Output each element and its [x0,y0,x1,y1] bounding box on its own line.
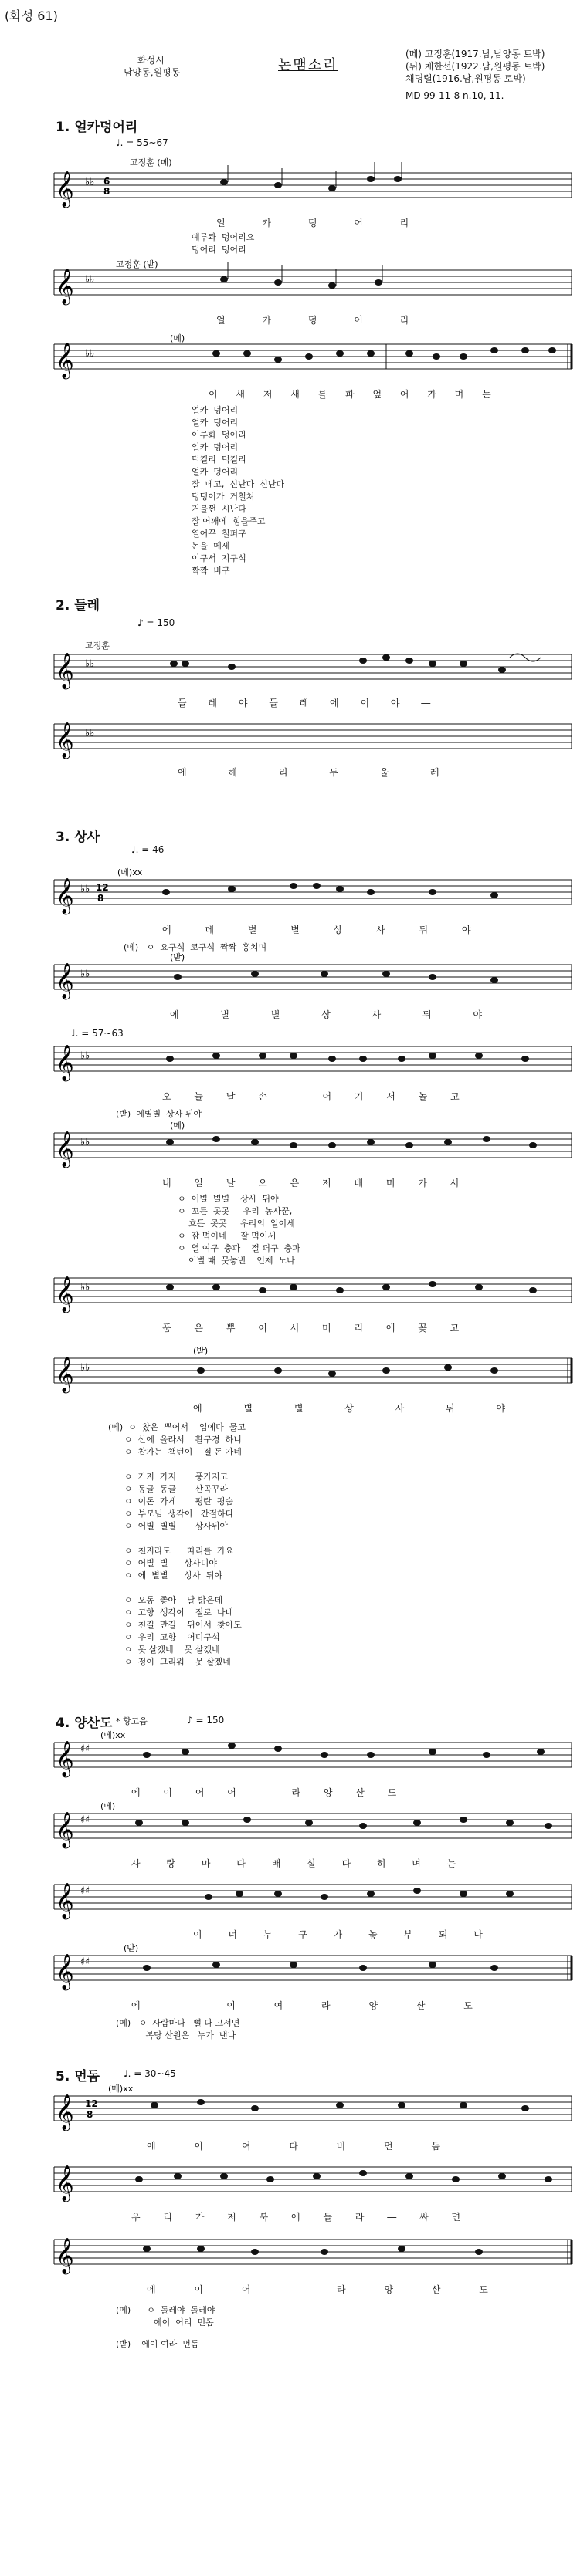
staff-3c [0,1039,587,1085]
svg-text:𝄞: 𝄞 [56,1954,74,1989]
svg-text:𝄞: 𝄞 [56,171,74,207]
svg-text:♯♯: ♯♯ [80,1956,90,1968]
song-4-lyric-2: 사 랑 마 다 배 실 다 히 며 는 [131,1858,456,1869]
song-2-lyric-2: 에 헤 리 두 울 레 [178,767,439,778]
song-1-verse-b: 얼카 덩어리 얼카 덩어리 어루화 덩어리 얼카 덩어리 덕컬리 덕컬리 얼카 덩어리 잘 메고, 신난다 신난다 덩덩이가 거철쳐 거불쩐 시난다 잘 어깨에 힘을주고 열어꾸 철퍼구 논을 메세 이구서 지구석 짝짝 비구 [192,405,285,576]
staff-3f [0,1346,587,1397]
staff-5c [0,2232,587,2278]
svg-text:(받): (받) [193,1346,209,1356]
svg-text:𝄞: 𝄞 [56,1741,74,1776]
staff-1c [0,333,587,383]
svg-text:𝄞: 𝄞 [56,2238,74,2273]
svg-text:𝄞: 𝄞 [56,1276,74,1312]
song-3-lyric-3: 오 늘 날 손 ― 어 기 서 놀 고 [162,1091,460,1102]
svg-text:𝄞: 𝄞 [56,1883,74,1918]
song-title: 논맴소리 [278,57,338,73]
svg-text:𝄞: 𝄞 [56,269,74,304]
svg-text:(메)xx: (메)xx [117,867,143,877]
performer-2: (뒤) 채한선(1922.남,원평동 토박) [405,61,545,72]
svg-text:𝄞: 𝄞 [56,1812,74,1847]
page-label: (화성 61) [5,8,58,23]
song-3-tempo: ♩. = 46 [131,844,165,855]
song-4-lyric-1: 에 이 어 어 ― 라 양 산 도 [131,1787,397,1798]
performer-1: (메) 고정훈(1917.남,남양동 토박) [405,49,545,59]
song-5-heading: 5. 먼돔 [56,2069,100,2084]
svg-text:𝄞: 𝄞 [56,722,74,758]
svg-text:𝄞: 𝄞 [56,1131,74,1167]
song-4-tempo: ♪ = 150 [187,1715,225,1726]
svg-text:(메): (메) [170,1121,185,1131]
svg-text:♯♯: ♯♯ [80,1743,90,1755]
svg-text:(메): (메) [170,333,185,343]
song-1-tempo: ♩. = 55~67 [116,137,168,148]
staff-5a [0,2084,587,2135]
svg-text:𝄞: 𝄞 [56,343,74,378]
svg-text:𝄞: 𝄞 [56,2094,74,2130]
svg-text:고정훈 (받): 고정훈 (받) [116,259,158,269]
svg-text:𝄞: 𝄞 [56,963,74,999]
song-3-lyric-6: 에 별 별 상 사 뒤 야 [193,1403,506,1414]
song-3-verse-a: ㅇ 어별 별별 상사 뒤야 ㅇ 꼬든 곳곳 우리 농사꾼, 흐든 곳곳 우리의 일이세 ㅇ 잠 먹이네 잘 먹이세 ㅇ 열 여구 충파 절 퍼구 충파 이벌 때 뭇놓빈 언제 노나 [178,1194,300,1266]
staff-1b [0,259,587,309]
song-3-interlude-1: (메) ㅇ 요구석 코구석 짝짝 홍치며 [124,942,267,952]
performer-3: 채명렬(1916.남,원평동 토박) [405,73,526,84]
svg-text:♭♭: ♭♭ [80,1050,90,1062]
staff-3b [0,952,587,1003]
svg-text:(받): (받) [170,952,185,962]
record-id: MD 99-11-8 n.10, 11. [405,90,504,101]
header-region: 화성시 [137,55,165,66]
staff-5b [0,2159,587,2206]
svg-text:♭♭: ♭♭ [80,884,90,895]
svg-text:(메)xx: (메)xx [108,2084,134,2094]
svg-text:8: 8 [97,893,104,904]
song-5-lyric-2: 우 리 가 저 북 에 들 라 ― 싸 면 [131,2212,461,2223]
svg-text:♭♭: ♭♭ [80,969,90,980]
song-4-singer: * 황고음 [116,1716,148,1726]
svg-text:6: 6 [103,176,110,187]
song-1-lyric-3: 이 새 저 새 를 파 엎 어 가 며 는 [209,389,491,400]
svg-text:♭♭: ♭♭ [80,1282,90,1293]
staff-4d [0,1943,587,1994]
song-5-lyric-1: 에 이 여 다 비 먼 돔 [147,2141,441,2152]
svg-text:♭♭: ♭♭ [85,728,95,739]
svg-text:12: 12 [96,882,109,893]
staff-3e [0,1270,587,1317]
svg-text:♯♯: ♯♯ [80,1814,90,1826]
svg-text:𝄞: 𝄞 [56,878,74,914]
song-3-lyric-1: 에 데 별 별 상 사 뒤 야 [162,925,471,935]
song-1-lyric-1: 얼 카 덩 어 리 [216,218,409,228]
song-3-interlude-2: (받) 에별별 상사 뒤야 [116,1109,202,1119]
svg-text:♯♯: ♯♯ [80,1885,90,1897]
svg-text:♭♭: ♭♭ [85,177,95,188]
staff-4a [0,1730,587,1781]
svg-text:𝄞: 𝄞 [56,2165,74,2201]
song-4-heading: 4. 양산도 [56,1716,113,1731]
song-4-lyric-3: 이 너 누 구 가 놓 부 되 나 [193,1929,483,1940]
svg-text:8: 8 [87,2109,93,2120]
song-4-verse-a: (메) ㅇ 사람마다 뻘 다 고서면 복당 산원은 누가 낸나 [116,2018,240,2040]
song-3-lyric-2: 에 별 별 상 사 뒤 야 [170,1009,483,1020]
song-3-heading: 3. 상사 [56,830,100,845]
staff-2b [0,716,587,762]
staff-4b [0,1801,587,1852]
svg-text:12: 12 [85,2098,98,2109]
svg-text:𝄞: 𝄞 [56,653,74,688]
song-2-singer: 고정훈 [85,641,110,651]
song-3-lyric-4: 내 일 날 으 은 저 배 미 가 서 [162,1178,460,1188]
song-3-lyric-5: 품 은 뿌 어 서 머 리 에 꽂 고 [162,1323,460,1334]
svg-text:♭♭: ♭♭ [80,1362,90,1374]
song-1-singer: 고정훈 (메) [130,157,172,167]
staff-3d [0,1121,587,1171]
song-1-lyric-2: 얼 카 덩 어 리 [216,315,409,326]
svg-text:𝄞: 𝄞 [56,1357,74,1392]
svg-text:♭♭: ♭♭ [85,658,95,670]
svg-text:𝄞: 𝄞 [56,1045,74,1080]
song-5-lyric-3: 에 이 어 ― 라 양 산 도 [147,2284,488,2295]
song-3-verse-b: (메) ㅇ 찼은 뿌어서 입에다 물고 ㅇ 산에 올라서 활구경 하니 ㅇ 찹가는 책턴이 절 돈 가네 ㅇ 가지 가지 풍가지고 ㅇ 동글 동글 산곡꾸라 ㅇ 이돈 가게 평란 평숨 ㅇ 부모님 생각이 간절하다 ㅇ 어별 별별 상사뒤야 ㅇ 천지라도 따리를 가요 ㅇ 어별 별 상사디야 ㅇ 에 별별 상사 뒤야 ㅇ 오동 좋아 달 밝은데 ㅇ 고향 생각이 절로 나네 ㅇ 천길 만길 뒤어서 찾아도 ㅇ 우리 고향 어디구석 ㅇ 못 살겠네 못 살겠네 ㅇ 정이 그리워 못 살겠네 [108,1422,246,1667]
song-1-heading: 1. 얼카덩어리 [56,120,138,135]
svg-text:(메): (메) [100,1801,116,1811]
svg-text:(메)xx: (메)xx [100,1730,126,1740]
song-2-lyric-1: 들 레 야 들 레 에 이 야 ― [178,698,431,708]
song-2-heading: 2. 들레 [56,598,100,614]
svg-text:8: 8 [103,186,110,197]
staff-4c [0,1877,587,1923]
song-5-verse-b: (받) 에이 여라 먼돔 [116,2339,199,2349]
song-2-tempo: ♪ = 150 [137,617,175,628]
song-1-verse-a: 예루콰 덩어리요 덩어리 덩어리 [192,232,255,255]
song-3-tempo-2: ♩. = 57~63 [71,1028,124,1039]
svg-text:♭♭: ♭♭ [85,348,95,360]
header-town: 남양동,원평동 [124,67,181,78]
staff-3a [0,867,587,918]
svg-text:♭♭: ♭♭ [85,274,95,286]
staff-2a [0,647,587,693]
svg-text:(받): (받) [124,1943,139,1953]
song-5-verse-a: (메) ㅇ 돌레야 돌레야 에이 어리 먼돔 [116,2305,215,2328]
song-5-tempo: ♩. = 30~45 [124,2068,176,2079]
staff-1a [0,165,587,211]
song-4-lyric-4: 에 ― 이 여 라 양 산 도 [131,2000,473,2011]
svg-text:♭♭: ♭♭ [80,1137,90,1148]
